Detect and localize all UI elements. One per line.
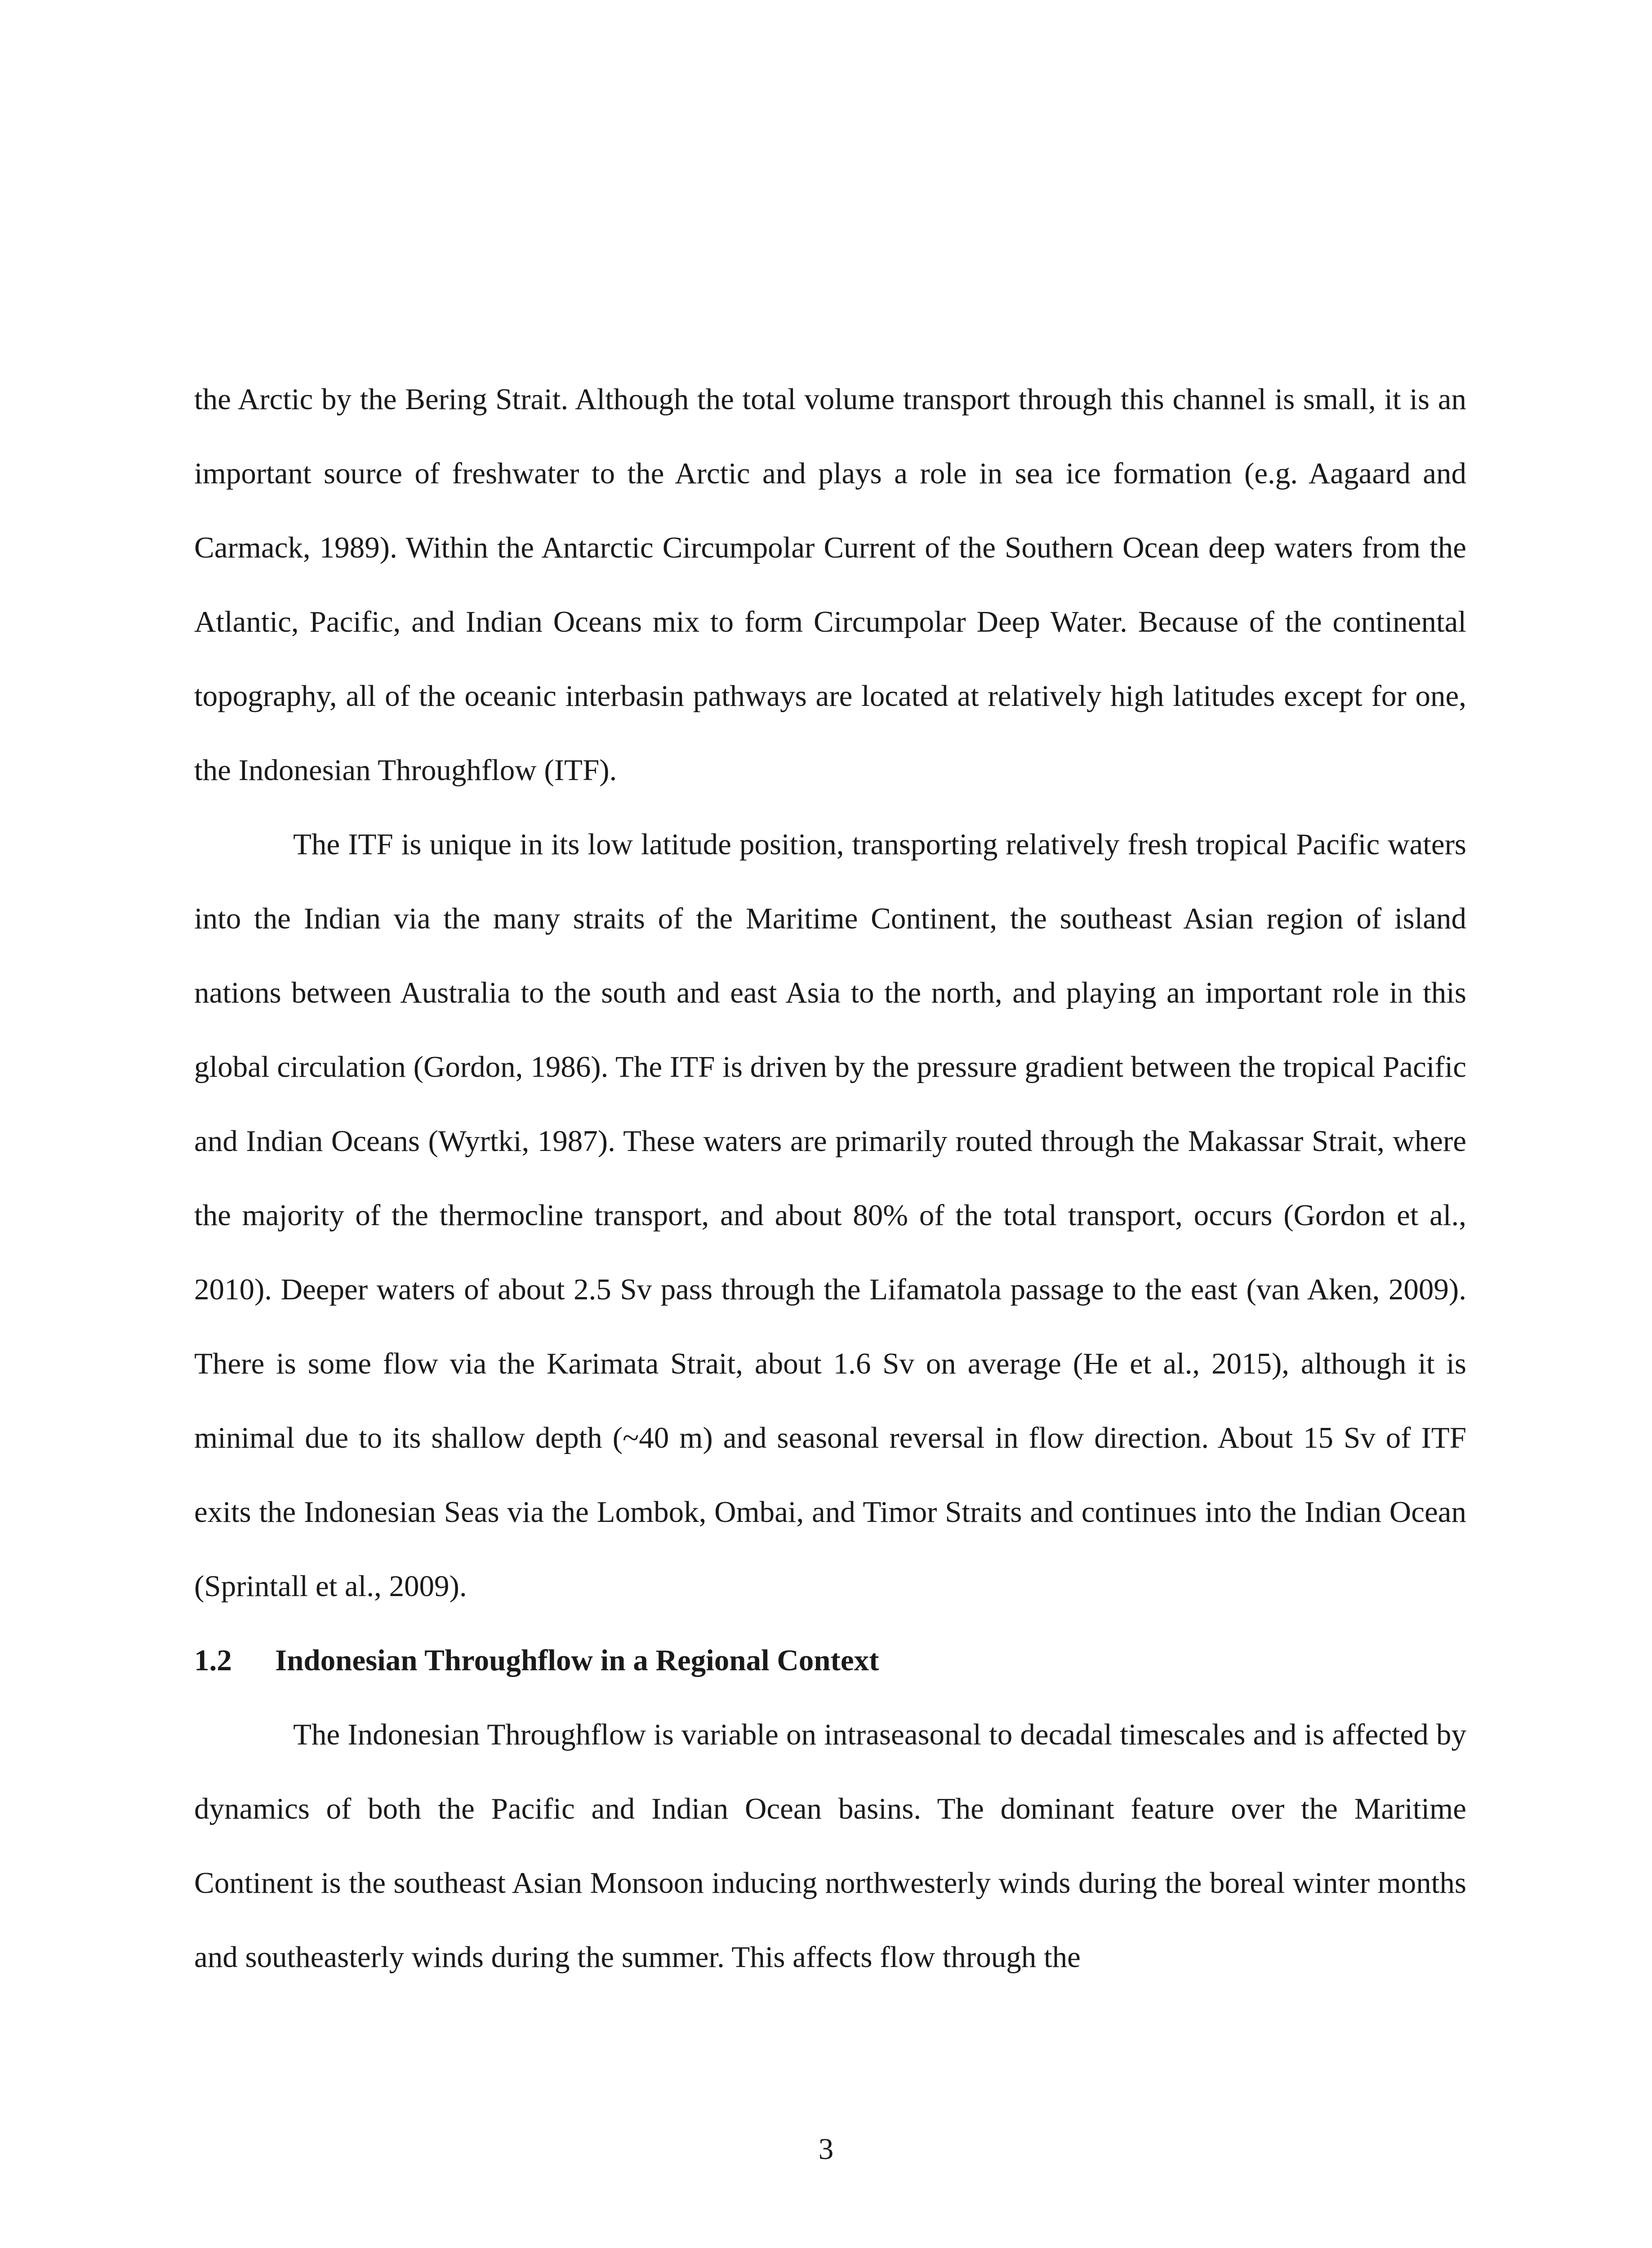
section-title: Indonesian Throughflow in a Regional Context [275, 1644, 879, 1677]
paragraph-continuation: the Arctic by the Bering Strait. Although the total volume transport through this channel is small, it is an important source of freshwater to the Arctic and plays a role in sea ice formation (e.g. Aagaard and Carmack, 1989). Within the Antarctic Circumpolar Current of the Southern Ocean deep waters from the Atlantic, Pacific, and Indian Oceans mix to form Circumpolar Deep Water. Because of the continental topography, all of the oceanic interbasin pathways are located at relatively high latitudes except for one, the Indonesian Throughflow (ITF). [194, 383, 1466, 787]
page-number: 3 [818, 2132, 834, 2166]
body-text [194, 362, 1466, 1994]
section-heading [194, 1624, 1466, 1698]
section-number: 1.2 [194, 1644, 232, 1677]
paragraph-regional-context: The Indonesian Throughflow is variable on intraseasonal to decadal timescales and is affected by dynamics of both the Pacific and Indian Ocean basins. The dominant feature over the Maritime Continent is the southeast Asian Monsoon inducing northwesterly winds during the boreal winter months and southeasterly winds during the summer. This affects flow through the [194, 1718, 1466, 1974]
paragraph-itf-overview: The ITF is unique in its low latitude position, transporting relatively fresh tropical Pacific waters into the Indian via the many straits of the Maritime Continent, the southeast Asian region of island nations between Australia to the south and east Asia to the north, and playing an important role in this global circulation (Gordon, 1986). The ITF is driven by the pressure gradient between the tropical Pacific and Indian Oceans (Wyrtki, 1987). These waters are primarily routed through the Makassar Strait, where the majority of the thermocline transport, and about 80% of the total transport, occurs (Gordon et al., 2010). Deeper waters of about 2.5 Sv pass through the Lifamatola passage to the east (van Aken, 2009). There is some flow via the Karimata Strait, about 1.6 Sv on average (He et al., 2015), although it is minimal due to its shallow depth (~40 m) and seasonal reversal in flow direction. About 15 Sv of ITF exits the Indonesian Seas via the Lombok, Ombai, and Timor Straits and continues into the Indian Ocean (Sprintall et al., 2009). [194, 828, 1466, 1603]
